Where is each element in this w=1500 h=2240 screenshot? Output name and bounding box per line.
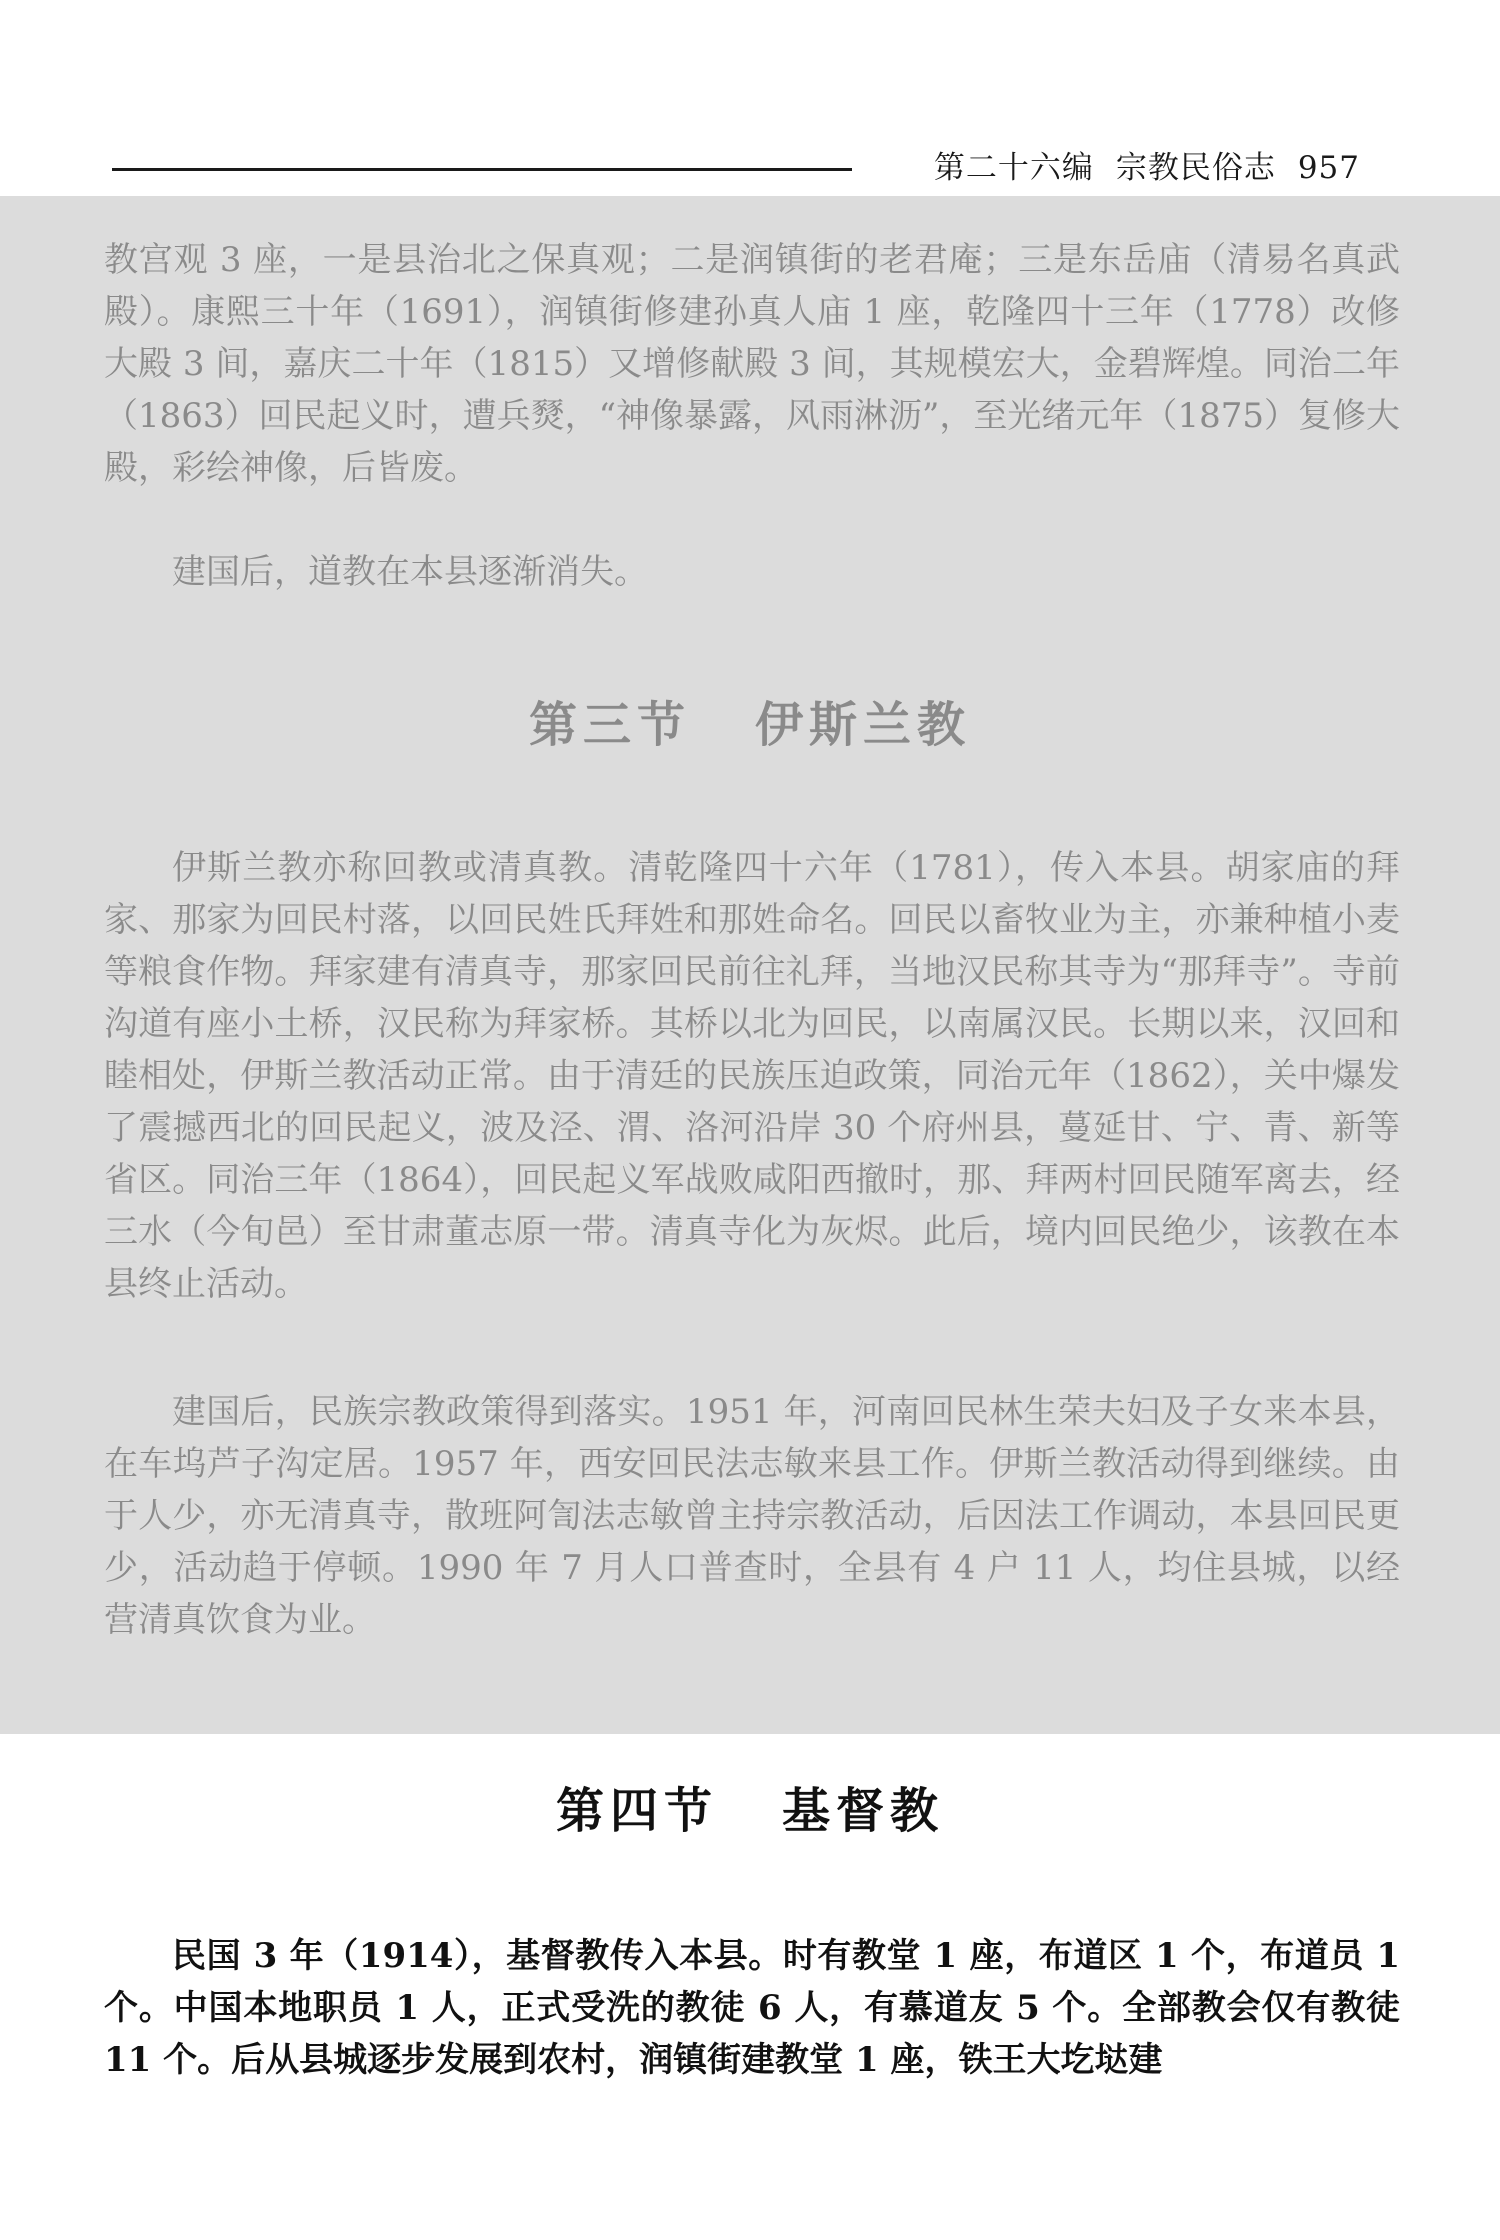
section-3-name: 伊斯兰教: [755, 697, 972, 753]
section-3-paragraph-2: 建国后，民族宗教政策得到落实。1951 年，河南回民林生荣夫妇及子女来本县，在车坞芦子沟定居。1957 年，西安回民法志敏来县工作。伊斯兰教活动得到继续。由于人少，亦无清真寺，散班阿訇法志敏曾主持宗教活动，后因法工作调动，本县回民更少，活动趋于停顿。1990 年 7 月人口普查时，全县有 4 户 11 人，均住县城，以经营清真饮食为业。: [104, 1392, 1400, 1640]
page-number: 957: [1297, 150, 1360, 186]
section-4-paragraph-1: 民国 3 年（1914），基督教传入本县。时有教堂 1 座，布道区 1 个，布道员 1 个。中国本地职员 1 人，正式受洗的教徒 6 人，有慕道友 5 个。全部教会仅有教徒 11 个。后从县城逐步发展到农村，润镇街建教堂 1 座，铁王大圪垯建: [104, 1936, 1400, 2080]
header-rule: [112, 168, 852, 171]
section-3-number: 第三节: [528, 697, 691, 753]
section-3-title: [0, 686, 1500, 755]
header-part: 第二十六编: [933, 150, 1094, 186]
taoism-paragraph-1: 教宫观 3 座，一是县治北之保真观；二是润镇街的老君庵；三是东岳庙（清易名真武殿）。康熙三十年（1691），润镇街修建孙真人庙 1 座，乾隆四十三年（1778）改修大殿 3 间，嘉庆二十年（1815）又增修献殿 3 间，其规模宏大，金碧辉煌。同治二年（1863）回民起义时，遭兵燹，“神像暴露，风雨淋沥”，至光绪元年（1875）复修大殿，彩绘神像，后皆废。: [104, 240, 1400, 488]
header-title: 宗教民俗志: [1115, 150, 1276, 186]
section-4-number: 第四节: [555, 1783, 718, 1839]
taoism-paragraph-2: 建国后，道教在本县逐渐消失。: [172, 552, 648, 592]
running-head: [912, 142, 1360, 187]
page-header: [0, 0, 1500, 196]
section-4-title: [0, 1772, 1500, 1841]
section-4-name: 基督教: [782, 1783, 945, 1839]
section-3-paragraph-1: 伊斯兰教亦称回教或清真教。清乾隆四十六年（1781），传入本县。胡家庙的拜家、那家为回民村落，以回民姓氏拜姓和那姓命名。回民以畜牧业为主，亦兼种植小麦等粮食作物。拜家建有清真寺，那家回民前往礼拜，当地汉民称其寺为“那拜寺”。寺前沟道有座小土桥，汉民称为拜家桥。其桥以北为回民，以南属汉民。长期以来，汉回和睦相处，伊斯兰教活动正常。由于清廷的民族压迫政策，同治元年（1862），关中爆发了震撼西北的回民起义，波及泾、渭、洛河沿岸 30 个府州县，蔓延甘、宁、青、新等省区。同治三年（1864），回民起义军战败咸阳西撤时，那、拜两村回民随军离去，经三水（今旬邑）至甘肃董志原一带。清真寺化为灰烬。此后，境内回民绝少，该教在本县终止活动。: [104, 848, 1400, 1304]
